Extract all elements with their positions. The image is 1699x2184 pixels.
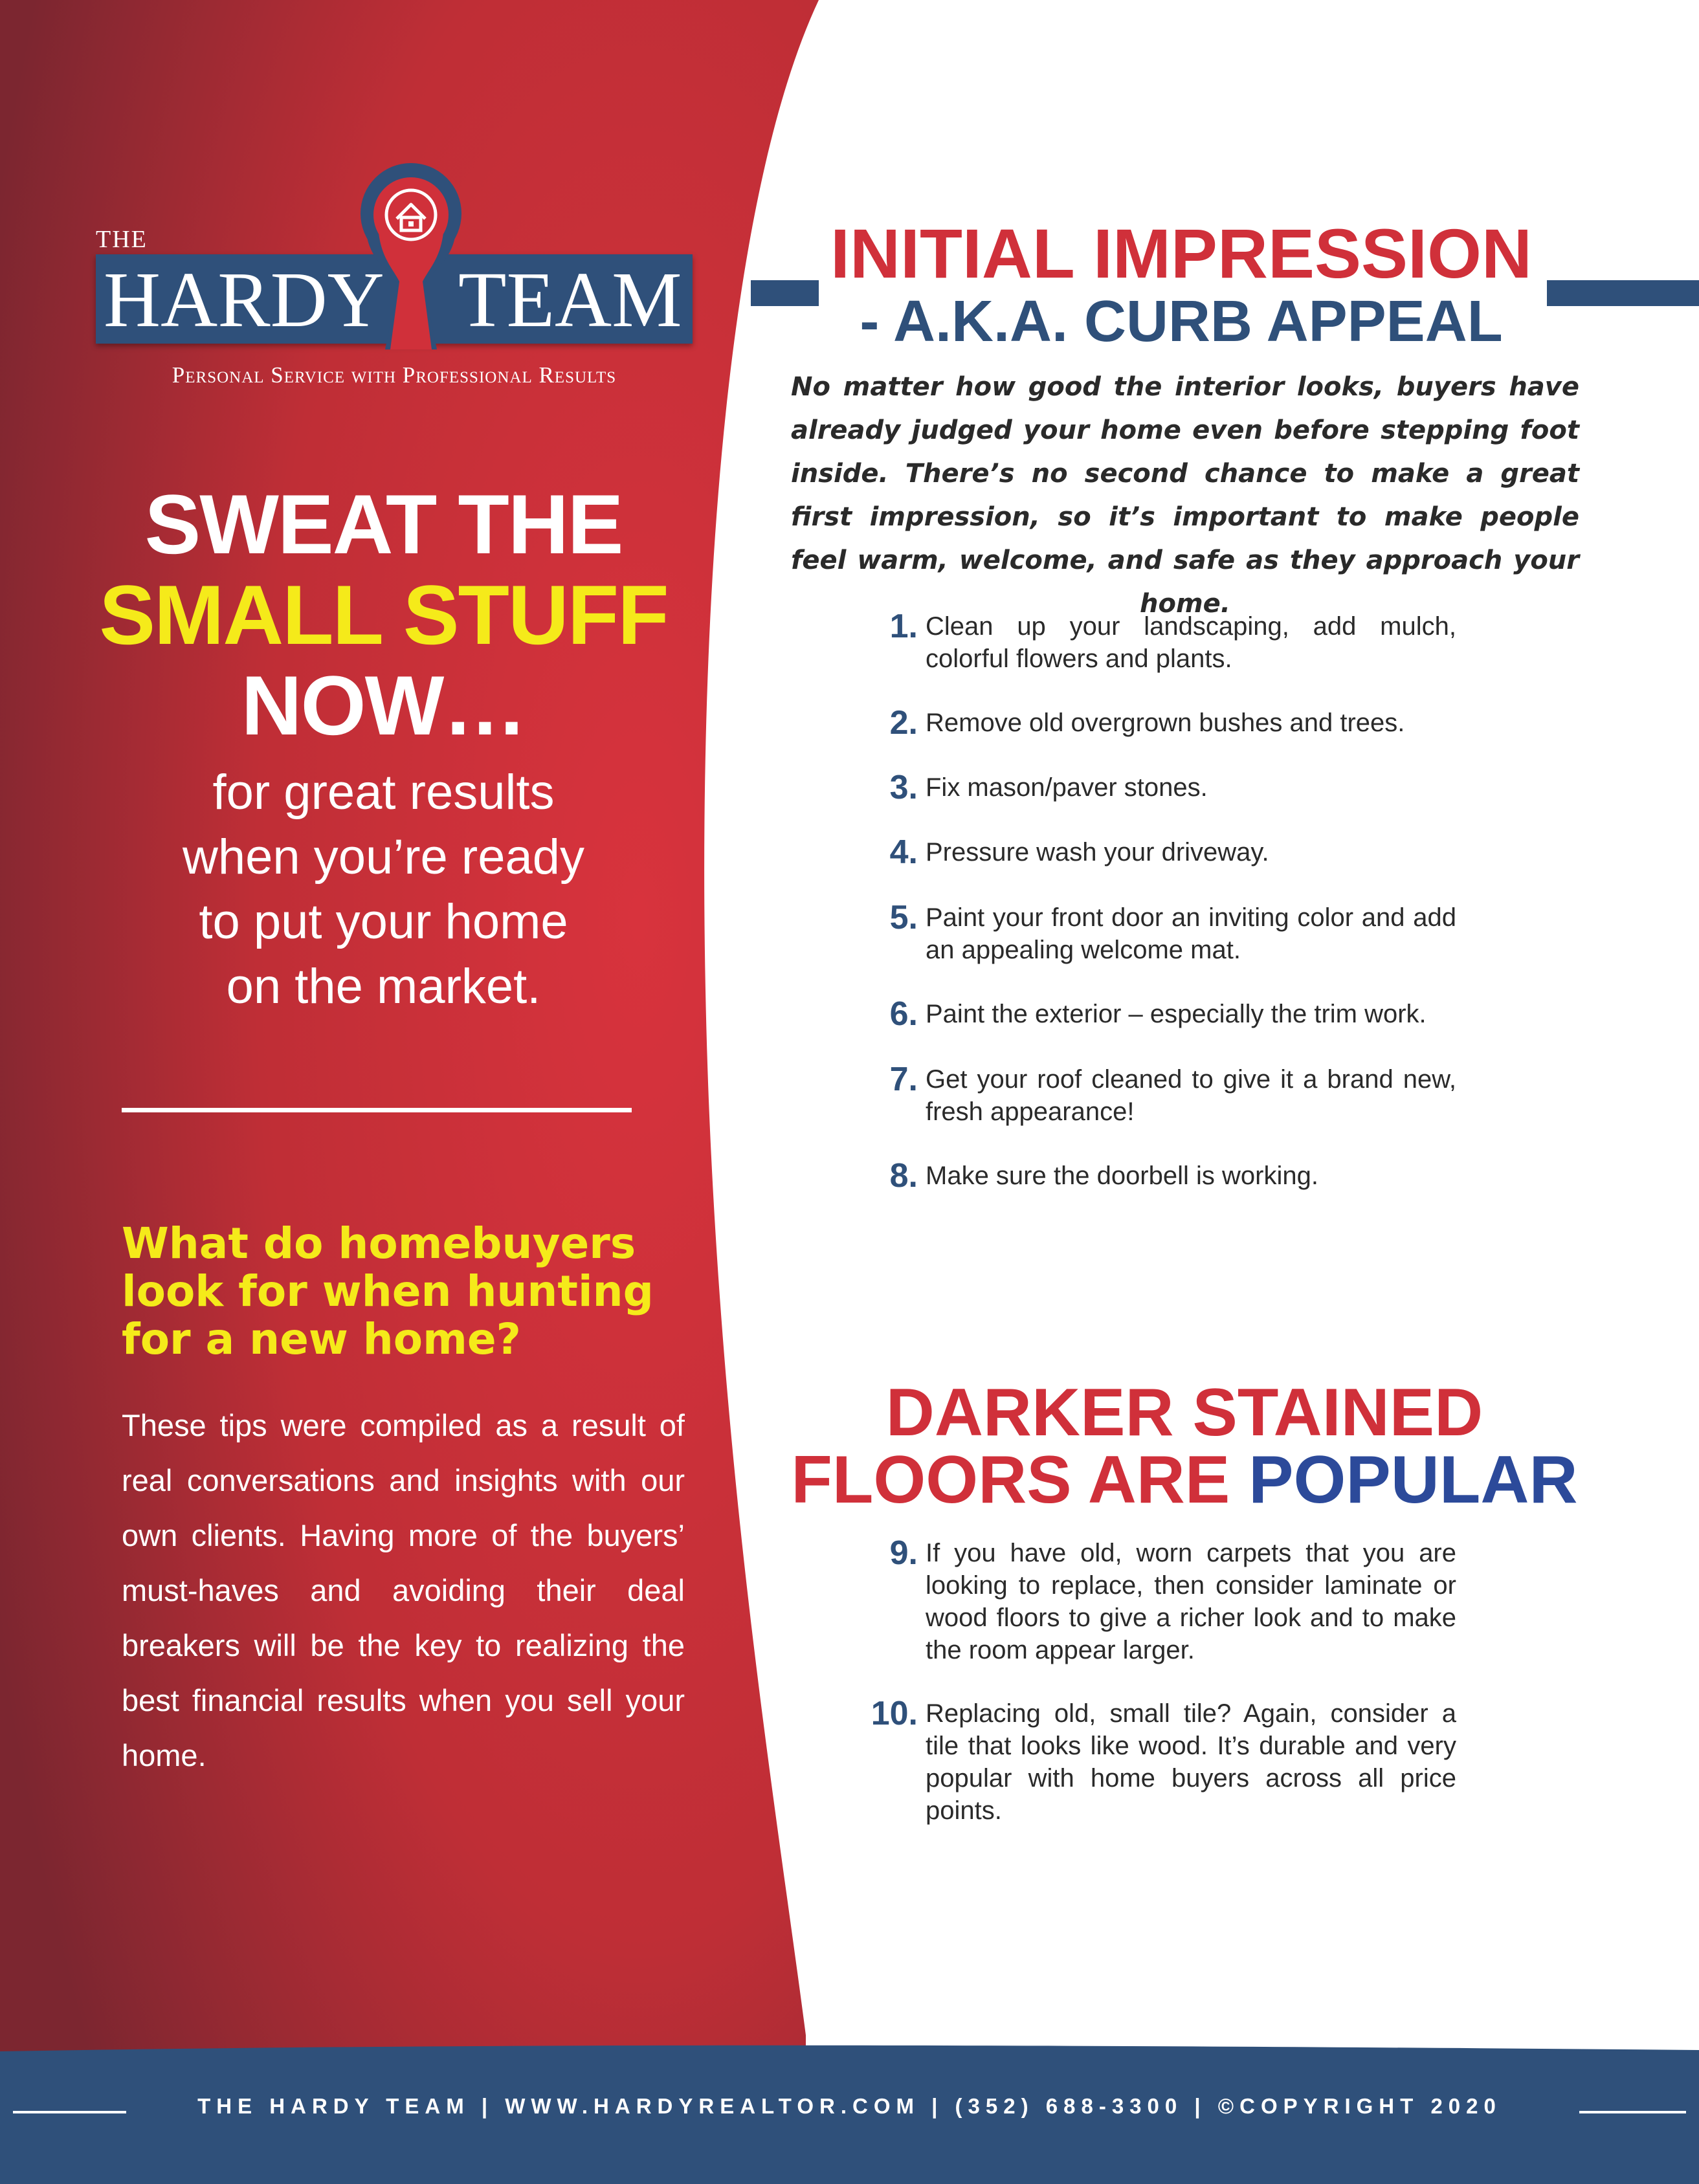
divider (122, 1108, 632, 1112)
logo-team: TEAM (458, 256, 682, 344)
headline-line-1: SWEAT THE (144, 477, 623, 571)
item-text: Paint the exterior – especially the trim work. (926, 1000, 1427, 1028)
subtitle-line: to put your home (199, 894, 568, 949)
title-accent-bar-right (1547, 280, 1699, 306)
item-number: 6. (889, 995, 918, 1033)
subtitle-line: for great results (212, 765, 555, 820)
list-item (861, 1157, 1456, 1195)
subtitle-line: when you’re ready (182, 830, 585, 885)
question-line: look for when hunting (122, 1266, 654, 1316)
item-text: Replacing old, small tile? Again, consider a tile that looks like wood. It’s durable and very popular with home buyers across all price points. (926, 1699, 1456, 1825)
item-number: 9. (889, 1534, 918, 1572)
headline-subtitle (78, 760, 689, 1019)
item-text: Remove old overgrown bushes and trees. (926, 709, 1405, 737)
item-number: 2. (889, 704, 918, 742)
item-number: 10. (871, 1695, 918, 1732)
logo-hardy: HARDY (104, 256, 384, 344)
list-item (861, 833, 1456, 871)
item-text: Clean up your landscaping, add mulch, colorful flowers and plants. (926, 612, 1456, 673)
item-number: 8. (889, 1157, 918, 1195)
item-number: 5. (889, 899, 918, 936)
section-title: DARKER STAINED (885, 1375, 1483, 1450)
list-item (861, 995, 1456, 1033)
headline-line-3: NOW… (241, 658, 526, 753)
item-number: 1. (889, 608, 918, 645)
intro-paragraph: These tips were compiled as a result of real conversations and insights with our own clients. Having more of the buyers’ must-haves and avoiding their deal breakers will be the key to realizing the best financial results when you sell your home. (122, 1408, 685, 1772)
question-line: for a new home? (122, 1314, 521, 1364)
item-number: 4. (889, 833, 918, 871)
subtitle-line: on the market. (226, 959, 541, 1014)
question-line: What do homebuyers (122, 1219, 636, 1268)
section-intro: No matter how good the interior looks, buyers have already judged your home even before stepping foot inside. There’s no second chance to make a great first impression, so it’s important to make people feel warm, welcome, and safe as they approach your home. (791, 372, 1579, 619)
section-subtitle: - A.K.A. CURB APPEAL (860, 289, 1503, 354)
footer-contact: THE HARDY TEAM | WWW.HARDYREALTOR.COM | (352) 688-3300 | ©COPYRIGHT 2020 (197, 2094, 1502, 2118)
logo-the: THE (96, 226, 148, 253)
list-item (861, 1063, 1456, 1128)
item-text: If you have old, worn carpets that you are looking to replace, then consider laminate or wood floors to give a richer look and to make the room appear larger. (926, 1539, 1456, 1664)
item-text: Paint your front door an inviting color and add an appealing welcome mat. (926, 903, 1456, 964)
item-number: 7. (889, 1061, 918, 1098)
item-text: Fix mason/paver stones. (926, 773, 1208, 802)
section-title: INITIAL IMPRESSION (830, 214, 1533, 292)
logo-tagline: Personal Service with Professional Results (172, 362, 617, 388)
list-item (861, 1697, 1456, 1827)
title-part-red: FLOORS ARE (791, 1442, 1249, 1517)
item-number: 3. (889, 769, 918, 806)
headline-line-2: SMALL STUFF (99, 568, 668, 662)
list-item (861, 704, 1456, 742)
title-part-blue: POPULAR (1249, 1442, 1578, 1517)
item-text: Get your roof cleaned to give it a brand new, fresh appearance! (926, 1065, 1456, 1126)
list-item (861, 771, 1456, 804)
item-text: Pressure wash your driveway. (926, 838, 1269, 866)
keyhole-house-icon (353, 162, 469, 349)
section-title-line-2 (770, 1444, 1599, 1516)
list-item (861, 901, 1456, 966)
question-heading (122, 1220, 704, 1363)
list-item (861, 1534, 1456, 1666)
list-item (861, 610, 1456, 675)
item-text: Make sure the doorbell is working. (926, 1162, 1318, 1190)
